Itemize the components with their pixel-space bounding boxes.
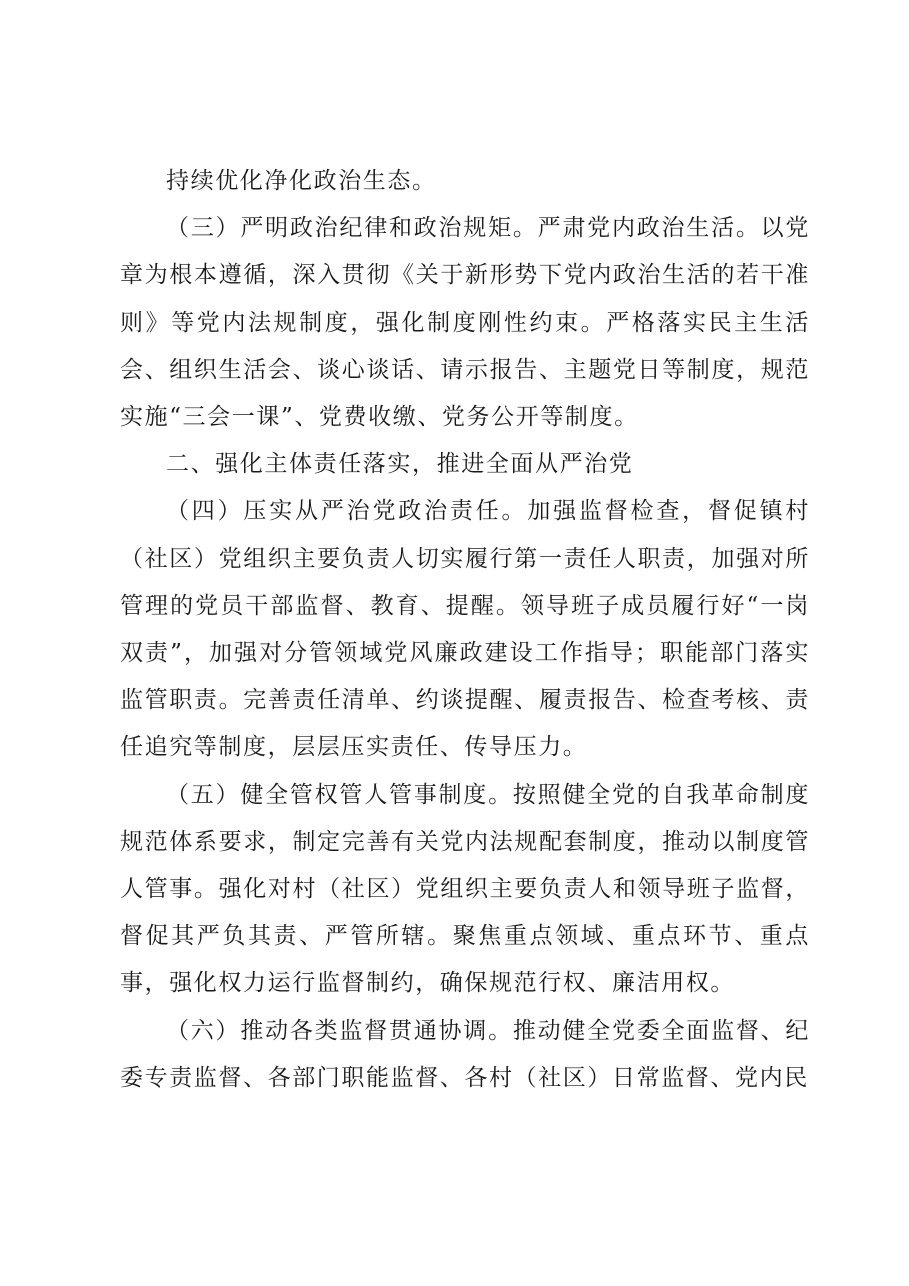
document-body: [120, 158, 810, 1102]
paragraph-power-management: （五）健全管权管人管事制度。按照健全党的自我革命制度规范体系要求，制定完善有关党内法规配套制度，推动以制度管人管事。强化对村（社区）党组织主要负责人和领导班子监督，督促其严负其责、严管所辖。聚焦重点领域、重点环节、重点事，强化权力运行监督制约，确保规范行权、廉洁用权。: [120, 781, 810, 997]
paragraph-political-discipline: （三）严明政治纪律和政治规矩。严肃党内政治生活。以党章为根本遵循，深入贯彻《关于新形势下党内政治生活的若干准则》等党内法规制度，强化制度刚性约束。严格落实民主生活会、组织生活会、谈心谈话、请示报告、主题党日等制度，规范实施“三会一课”、党费收缴、党务公开等制度。: [120, 215, 810, 431]
paragraph-supervision-coordination: （六）推动各类监督贯通协调。推动健全党委全面监督、纪委专责监督、各部门职能监督、各村（社区）日常监督、党内民: [120, 1017, 810, 1091]
paragraph-continuation: 持续优化净化政治生态。: [166, 168, 437, 194]
section-heading-two: 二、强化主体责任落实，推进全面从严治党: [166, 451, 634, 478]
paragraph-political-responsibility: （四）压实从严治党政治责任。加强监督检查，督促镇村（社区）党组织主要负责人切实履行第一责任人职责，加强对所管理的党员干部监督、教育、提醒。领导班子成员履行好“一岗双责”，加强对分管领域党风廉政建设工作指导；职能部门落实监管职责。完善责任清单、约谈提醒、履责报告、检查考核、责任追究等制度，层层压实责任、传导压力。: [120, 498, 810, 761]
